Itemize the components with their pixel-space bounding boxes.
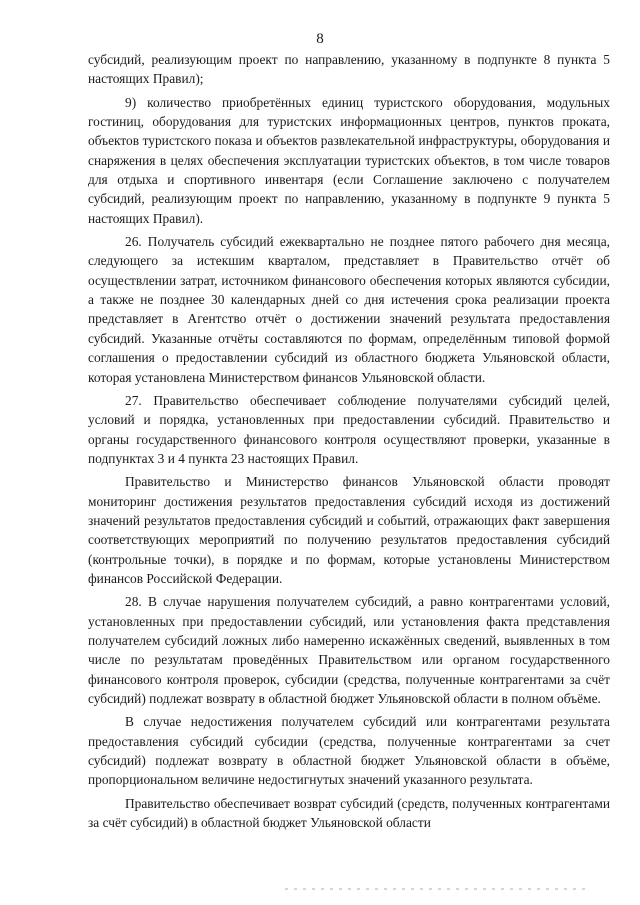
paragraph-monitoring: Правительство и Министерство финансов Ульяновской области проводят мониторинг достижения результатов предоставления субсидий исходя из достижений значений результатов предоставления субсидий и событий, отражающих факт завершения соответствующих мероприятий по получению результатов предоставления субсидий (контрольные точки), в порядке и по формам, которые установлены Министерством финансов Российской Федерации. [88,474,610,586]
paragraph-26: 26. Получатель субсидий ежеквартально не позднее пятого рабочего дня месяца, следующего за истекшим кварталом, представляет в Правительство отчёт об осуществлении затрат, источником финансового обеспечения которых являются субсидии, а также не позднее 30 календарных дней со дня истечения срока реализации проекта представляет в Агентство отчёт о достижении значений результата предоставления субсидий. Указанные отчёты составляются по формам, определённым типовой формой соглашения о предоставлении субсидий из областного бюджета Ульяновской области, которая установлена Министерством финансов Ульяновской области. [88,234,610,385]
paragraph-continuation: субсидий, реализующим проект по направлению, указанному в подпункте 8 пункта 5 настоящих Правил); [88,52,610,87]
page-number: 8 [316,31,324,47]
scan-artifact [285,888,585,890]
paragraph-item-9: 9) количество приобретённых единиц туристского оборудования, модульных гостиниц, оборудования для туристских информационных центров, пунктов проката, объектов туристского показа и объектов развлекательной инфраструктуры, оборудования и снаряжения в целях обеспечения эксплуатации туристских объектов, в том числе товаров для отдыха и спортивного инвентаря (если Соглашение заключено с получателем субсидий, реализующим проект по направлению, указанному в подпункте 9 пункта 5 настоящих Правил). [88,94,610,226]
paragraph-non-achievement: В случае недостижения получателем субсидий или контрагентами результата предоставления субсидий субсидии (средства, полученные контрагентами за счет субсидий) подлежат возврату в областной бюджет Ульяновской области в объёме, пропорциональном величине недостигнутых значений указанного результата. [88,714,610,788]
paragraph-return: Правительство обеспечивает возврат субсидий (средств, полученных контрагентами за счёт субсидий) в областной бюджет Ульяновской области [88,795,610,831]
paragraph-28: 28. В случае нарушения получателем субсидий, а равно контрагентами условий, установленных при предоставлении субсидий, или установления факта представления получателем субсидий ложных либо намеренно искажённых сведений, выявленных в том числе по результатам проведённых Правительством или органом государственного финансового контроля проверок, субсидии (средства, полученные контрагентами за счёт субсидий) подлежат возврату в областной бюджет Ульяновской области в полном объёме. [88,594,610,706]
paragraph-27: 27. Правительство обеспечивает соблюдение получателями субсидий целей, условий и порядка, установленных при предоставлении субсидий. Правительство и органы государственного финансового контроля осуществляют проверки, указанные в подпунктах 3 и 4 пункта 23 настоящих Правил. [88,392,610,466]
document-body [88,50,610,836]
